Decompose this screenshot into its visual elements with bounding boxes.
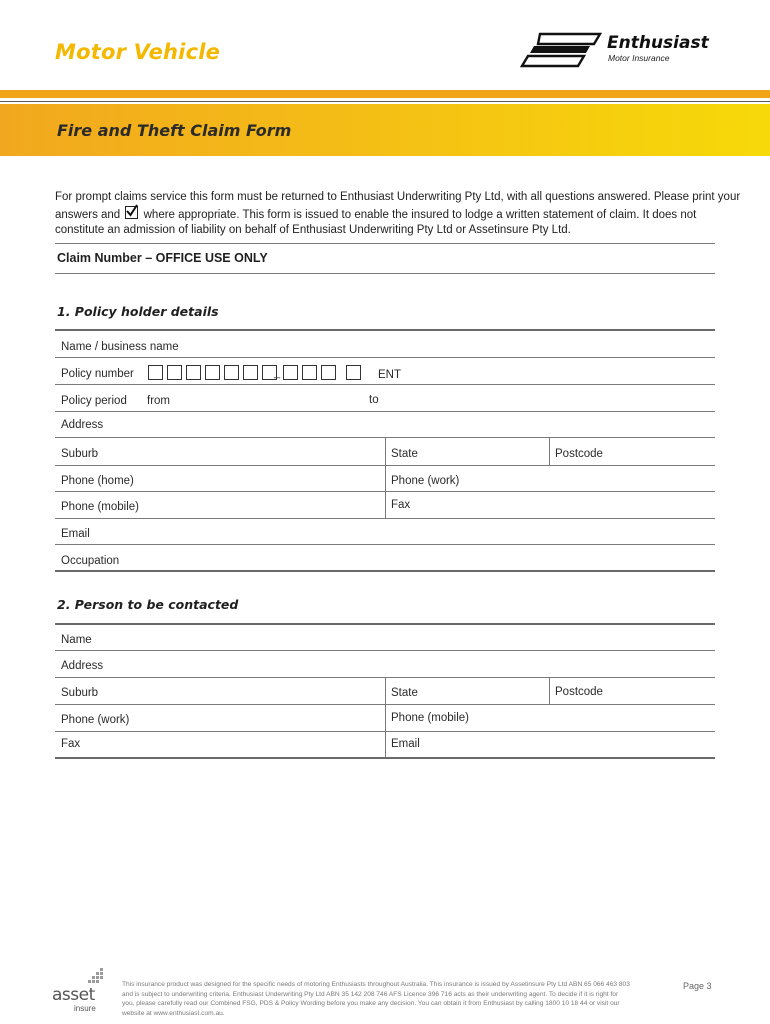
contact-suburb-field[interactable]: Suburb [61, 687, 99, 699]
form-title: Fire and Theft Claim Form [57, 121, 292, 140]
contact-email-field[interactable]: Email [391, 738, 420, 750]
row-rule [55, 384, 715, 385]
contact-address-field[interactable]: Address [61, 660, 104, 672]
policy-number-box-2[interactable] [167, 365, 182, 380]
contact-state-field[interactable]: State [391, 687, 418, 699]
email-field[interactable]: Email [61, 528, 90, 540]
claim-number-bottom-rule [55, 273, 715, 274]
policy-period-from-field[interactable]: from [147, 395, 170, 407]
column-divider [549, 437, 550, 465]
intro-text-part1: For prompt claims service this form must be returned to Enthusiast Underwriting Pty Ltd, with all questions answered. Please print your answers and [55, 191, 741, 221]
policy-number-suffix: ENT [378, 369, 401, 381]
policy-number-box-6[interactable] [243, 365, 258, 380]
claim-number-label: Claim Number – OFFICE USE ONLY [57, 251, 268, 265]
phone-home-field[interactable]: Phone (home) [61, 475, 134, 487]
policy-number-box-10[interactable] [321, 365, 336, 380]
policy-number-label: Policy number [61, 368, 134, 380]
header-divider [0, 101, 770, 102]
policy-period-label: Policy period [61, 395, 127, 407]
phone-mobile-field[interactable]: Phone (mobile) [61, 501, 139, 513]
name-business-name-field[interactable]: Name / business name [61, 341, 179, 353]
postcode-field[interactable]: Postcode [555, 448, 603, 460]
footer-logo-text: asset [52, 985, 95, 1005]
phone-work-field[interactable]: Phone (work) [391, 475, 460, 487]
occupation-field[interactable]: Occupation [61, 555, 120, 567]
checkbox-tick-icon [125, 206, 138, 219]
section-2-title: 2. Person to be contacted [57, 597, 239, 612]
header-accent-bar [0, 90, 770, 98]
row-rule [55, 704, 715, 705]
section-2-bottom-rule [55, 757, 715, 759]
row-rule [55, 491, 715, 492]
policy-number-box-1[interactable] [148, 365, 163, 380]
row-rule [55, 650, 715, 651]
policy-period-to-field[interactable]: to [369, 394, 379, 406]
contact-fax-field[interactable]: Fax [61, 738, 81, 750]
column-divider [549, 677, 550, 704]
section-1-top-rule [55, 329, 715, 331]
section-1-bottom-rule [55, 570, 715, 572]
intro-text-part2: where appropriate. This form is issued to enable the insured to lodge a written statement of claim. It does not constitute an admission of liability on behalf of Enthusiast Underwriting Pty Ltd or Assetinsure Pty Ltd. [55, 209, 697, 236]
address-field[interactable]: Address [61, 419, 104, 431]
state-field[interactable]: State [391, 448, 418, 460]
fax-field[interactable]: Fax [391, 499, 411, 511]
policy-number-box-5[interactable] [224, 365, 239, 380]
document-title: Motor Vehicle [55, 40, 221, 64]
policy-number-separator: _ [274, 367, 281, 379]
claim-number-top-rule [55, 243, 715, 244]
enthusiast-logo [520, 30, 730, 72]
row-rule [55, 465, 715, 466]
suburb-field[interactable]: Suburb [61, 448, 99, 460]
column-divider [385, 677, 386, 758]
policy-number-box-3[interactable] [186, 365, 201, 380]
row-rule [55, 357, 715, 358]
row-rule [55, 731, 715, 732]
policy-number-box-4[interactable] [205, 365, 220, 380]
intro-paragraph [55, 190, 745, 238]
policy-number-box-9[interactable] [302, 365, 317, 380]
section-1-title: 1. Policy holder details [57, 304, 219, 319]
logo-subtitle: Motor Insurance [608, 53, 670, 63]
logo-name: Enthusiast [607, 33, 709, 53]
section-2-top-rule [55, 623, 715, 625]
row-rule [55, 518, 715, 519]
enthusiast-logo-mark-icon [520, 30, 604, 72]
contact-postcode-field[interactable]: Postcode [555, 686, 603, 698]
page-number: Page 3 [683, 981, 712, 991]
column-divider [385, 437, 386, 518]
row-rule [55, 411, 715, 412]
footer-disclaimer: This insurance product was designed for the specific needs of motoring Enthusiasts throughout Australia. This insurance is issued by Assetinsure Pty Ltd ABN 65 066 463 803 and is subject to underwriting criteria. Enthusiast Underwriting Pty Ltd ABN 35 142 208 746 AFS Licence 396 716 acts as their underwriting agent. To decide if it is right for you, please carefully read our Combined FSG, PDS & Policy Wording before you make any decision. You can obtain it from Enthusiast by calling 1800 10 18 44 or visit our website at www.enthusiast.com.au. [122, 981, 630, 1017]
contact-name-field[interactable]: Name [61, 634, 92, 646]
row-rule [55, 544, 715, 545]
policy-number-box-11[interactable] [346, 365, 361, 380]
contact-phone-work-field[interactable]: Phone (work) [61, 714, 130, 726]
policy-number-box-8[interactable] [283, 365, 298, 380]
footer-logo-subtext: insure [74, 1004, 96, 1013]
contact-phone-mobile-field[interactable]: Phone (mobile) [391, 712, 469, 724]
